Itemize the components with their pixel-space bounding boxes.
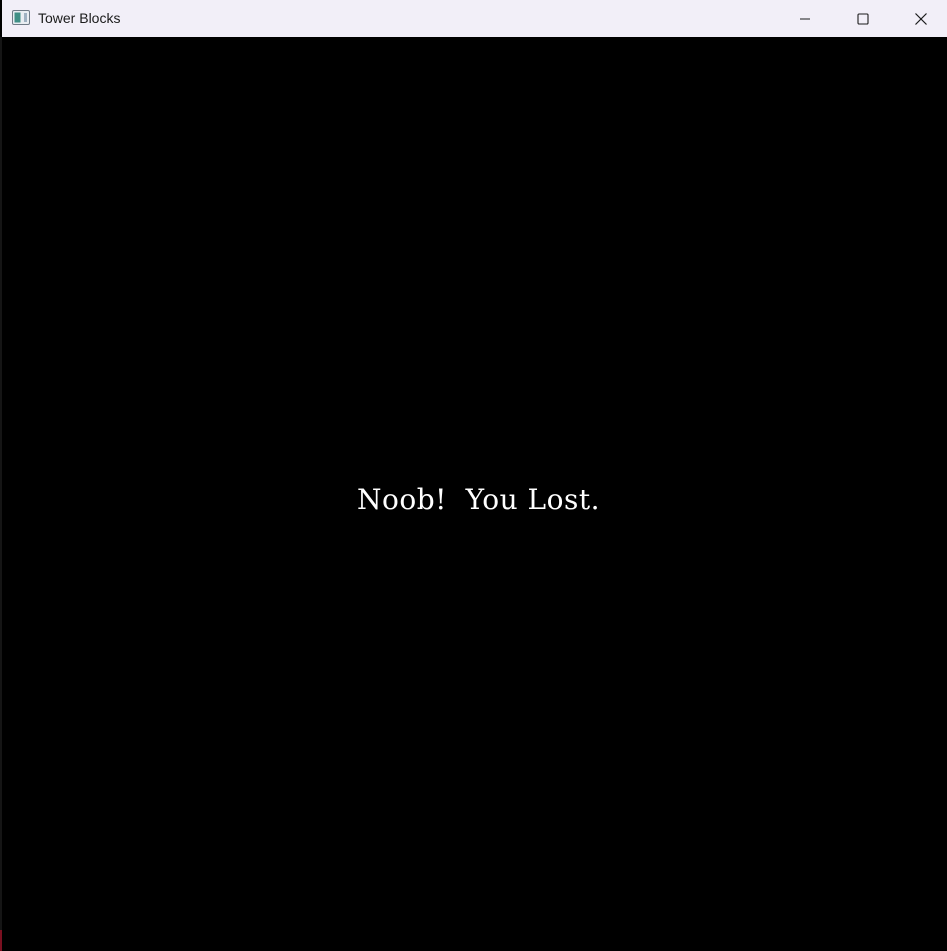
game-over-message: Noob! You Lost.: [356, 483, 600, 516]
minimize-button[interactable]: [776, 0, 834, 37]
maximize-icon: [857, 13, 869, 25]
maximize-button[interactable]: [834, 0, 892, 37]
window-title: Tower Blocks: [38, 10, 121, 26]
close-icon: [915, 12, 928, 25]
title-bar[interactable]: [2, 0, 947, 37]
app-window-icon: [12, 10, 30, 25]
minimize-icon: [799, 13, 811, 25]
close-button[interactable]: [892, 0, 947, 37]
